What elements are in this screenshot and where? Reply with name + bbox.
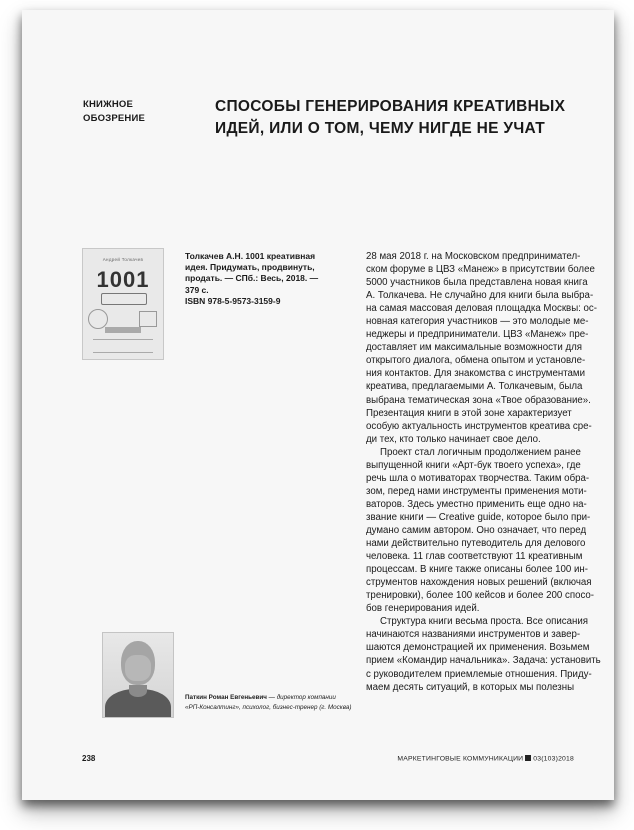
body-line: начинаются названиями инструментов и завер- [366, 629, 581, 641]
journal-name: МАРКЕТИНГОВЫЕ КОММУНИКАЦИИ [397, 755, 524, 763]
body-line: на самая массовая деловая площадка Москвы: ос- [366, 303, 598, 315]
body-line: маем десять ситуаций, в которых мы полезны [366, 681, 575, 693]
body-line: ния контактов. Для знакомства с инструментами [366, 368, 585, 380]
body-line: А. Толкачева. Не случайно для книги была выбра- [366, 290, 594, 302]
body-line: креатива, предлагаемыми А. Толкачевым, была [366, 381, 583, 393]
body-line: звание книги — Creative guide, которое было при- [366, 511, 591, 523]
body-line: выпущенной книги «Арт-бук твоего успеха», где [366, 459, 581, 471]
page-sheet [22, 10, 614, 800]
body-line: думано самим автором. Оно означает, что перед [366, 524, 587, 536]
body-line: прием «Командир начальника». Задача: установить [366, 655, 601, 667]
section-label: КНИЖНОЕ ОБОЗРЕНИЕ [83, 99, 146, 124]
body-line: ди тех, кто только начинает свое дело. [366, 433, 541, 445]
body-line: с руководителем приемлемые отношения. Приду- [366, 668, 592, 680]
body-line: выбрана тематическая зона «Твое образование». [366, 394, 591, 406]
body-line: струментов нахождения новых решений (включая [366, 577, 592, 589]
article-body [366, 250, 618, 694]
page-number: 238 [82, 754, 96, 763]
article-title: СПОСОБЫ ГЕНЕРИРОВАНИЯ КРЕАТИВНЫХ ИДЕЙ, ИЛИ О ТОМ, ЧЕМУ НИГДЕ НЕ УЧАТ [215, 98, 566, 137]
book-bibliographic-info: Толкачев А.Н. 1001 креативная идея. Придумать, продвинуть, продать. — СПб.: Весь, 2018. — 379 с. ISBN 978-5-9573-3159-9 [185, 251, 319, 306]
body-line: процессам. В книге также описаны более 100 ин- [366, 564, 588, 576]
author-name: Паткин Роман Евгеньевич [185, 694, 267, 701]
journal-issue: 03(103)2018 [533, 755, 574, 763]
book-cover-image: Андрей Толкачев 1001 [82, 248, 164, 360]
body-line: неджеры и предприниматели. ЦВЗ «Манеж» пре- [366, 329, 589, 341]
body-line: доставляет им максимальные возможности для [366, 342, 583, 354]
body-line: ском форуме в ЦВЗ «Манеж» в присутствии более [366, 264, 595, 276]
body-line: открытого диалога, обмена опытом и установле- [366, 355, 586, 367]
body-line: ваторов. Здесь уместно применить еще одно на- [366, 498, 587, 510]
body-line: человека. 11 глав соответствуют 11 креативным [366, 551, 583, 563]
body-line: шаются демонстрацией их применения. Возьмем [366, 642, 590, 654]
square-icon [525, 755, 531, 761]
body-line: Структура книги весьма проста. Все описания [380, 616, 588, 628]
author-photo [102, 632, 174, 718]
body-line: бов генерирования идей. [366, 603, 480, 615]
body-line: тренировки), более 100 кейсов и более 200 спосо- [366, 590, 595, 602]
body-line: 28 мая 2018 г. на Московском предпринимател- [366, 251, 581, 262]
author-affiliation: «РП-Консалтинг», психолог, бизнес-тренер (г. Москва) [185, 704, 352, 711]
body-line: Проект стал логичным продолжением ранее [380, 446, 581, 458]
body-line: 5000 участников была представлена новая книга [366, 277, 588, 289]
body-line: особую актуальность инструментов креатива сре- [366, 420, 592, 432]
body-line: нами действительно путеводитель для делового [366, 538, 586, 550]
body-line: Презентация книги в этой зоне характеризует [366, 407, 572, 419]
body-line: зом, перед нами инструменты применения моти- [366, 485, 587, 497]
body-line: новная категория участников — это молодые ме- [366, 316, 589, 328]
author-role: — директор компании [266, 694, 336, 701]
author-caption [185, 693, 352, 713]
body-line: речь шла о мотиваторах творчества. Таким обра- [366, 472, 590, 484]
journal-footer [397, 755, 574, 763]
